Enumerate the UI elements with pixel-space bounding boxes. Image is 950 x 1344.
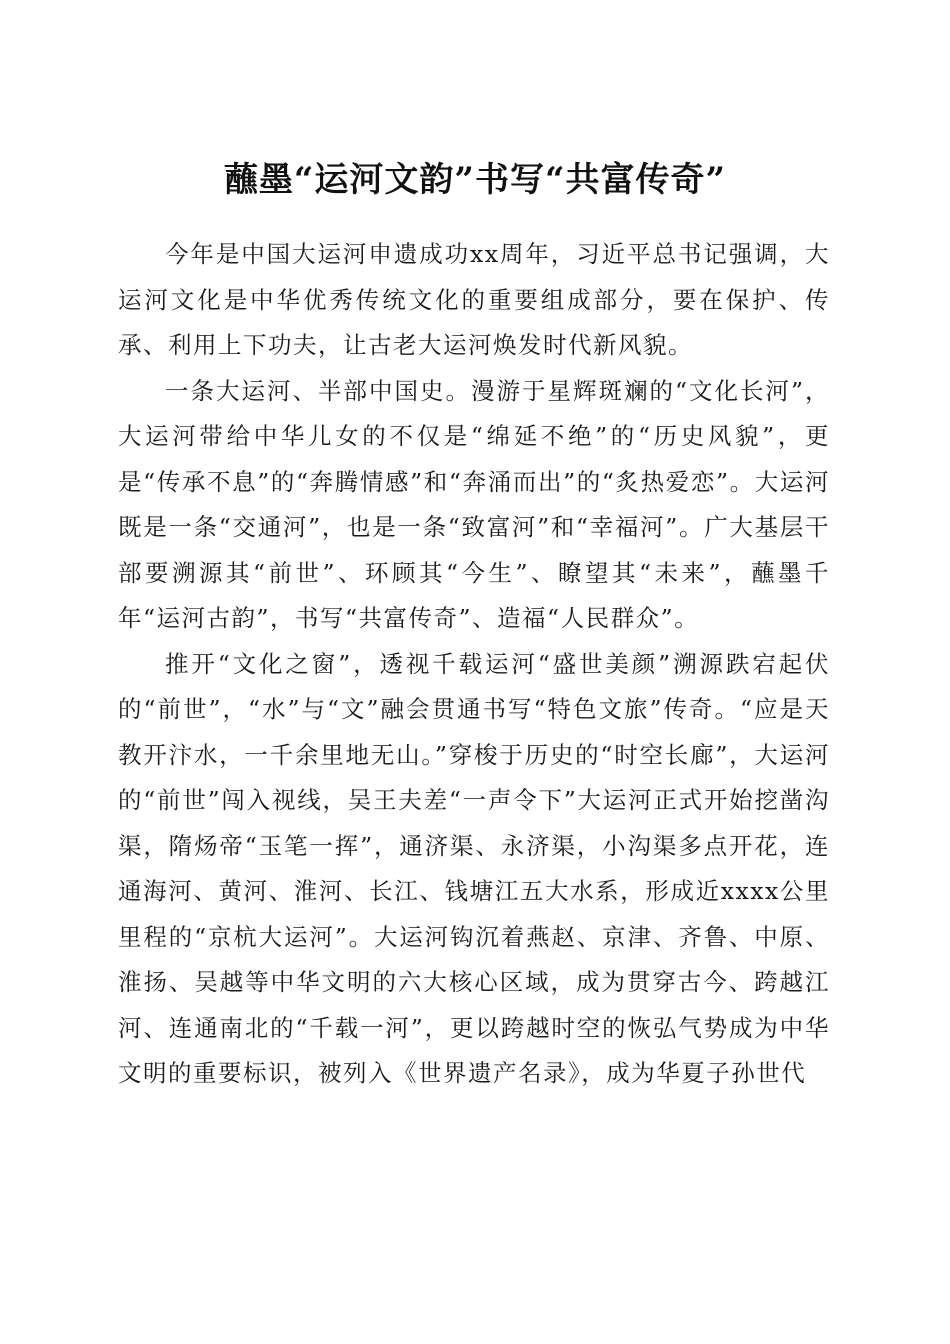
paragraph: 一条大运河、半部中国史。漫游于星辉斑斓的“文化长河”，大运河带给中华儿女的不仅是“绵延不绝”的“历史风貌”，更是“传承不息”的“奔腾情感”和“奔涌而出”的“炙热爱恋”。大运河既是一条“交通河”，也是一条“致富河”和“幸福河”。广大基层干部要溯源其“前世”、环顾其“今生”、瞭望其“未来”，蘸墨千年“运河古韵”，书写“共富传奇”、造福“人民群众”。 [118,376,830,632]
document-title: 蘸墨“运河文韵”书写“共富传奇” [223,159,727,200]
paragraph: 推开“文化之窗”，透视千载运河“盛世美颜”溯源跌宕起伏的“前世”，“水”与“文”融会贯通书写“特色文旅”传奇。“应是天教开汴水，一千余里地无山。”穿梭于历史的“时空长廊”，大运河的“前世”闯入视线，吴王夫差“一声令下”大运河正式开始挖凿沟渠，隋炀帝“玉笔一挥”，通济渠、永济渠，小沟渠多点开花，连通海河、黄河、淮河、长江、钱塘江五大水系，形成近xxxx公里里程的“京杭大运河”。大运河钩沉着燕赵、京津、齐鲁、中原、淮扬、吴越等中华文明的六大核心区域，成为贯穿古今、跨越江河、连通南北的“千载一河”，更以跨越时空的恢弘气势成为中华文明的重要标识，被列入《世界遗产名录》，成为华夏子孙世代 [118,649,830,1087]
paragraph: 今年是中国大运河申遗成功xx周年，习近平总书记强调，大运河文化是中华优秀传统文化的重要组成部分，要在保护、传承、利用上下功夫，让古老大运河焕发时代新风貌。 [118,240,830,359]
document-body [118,232,830,1097]
